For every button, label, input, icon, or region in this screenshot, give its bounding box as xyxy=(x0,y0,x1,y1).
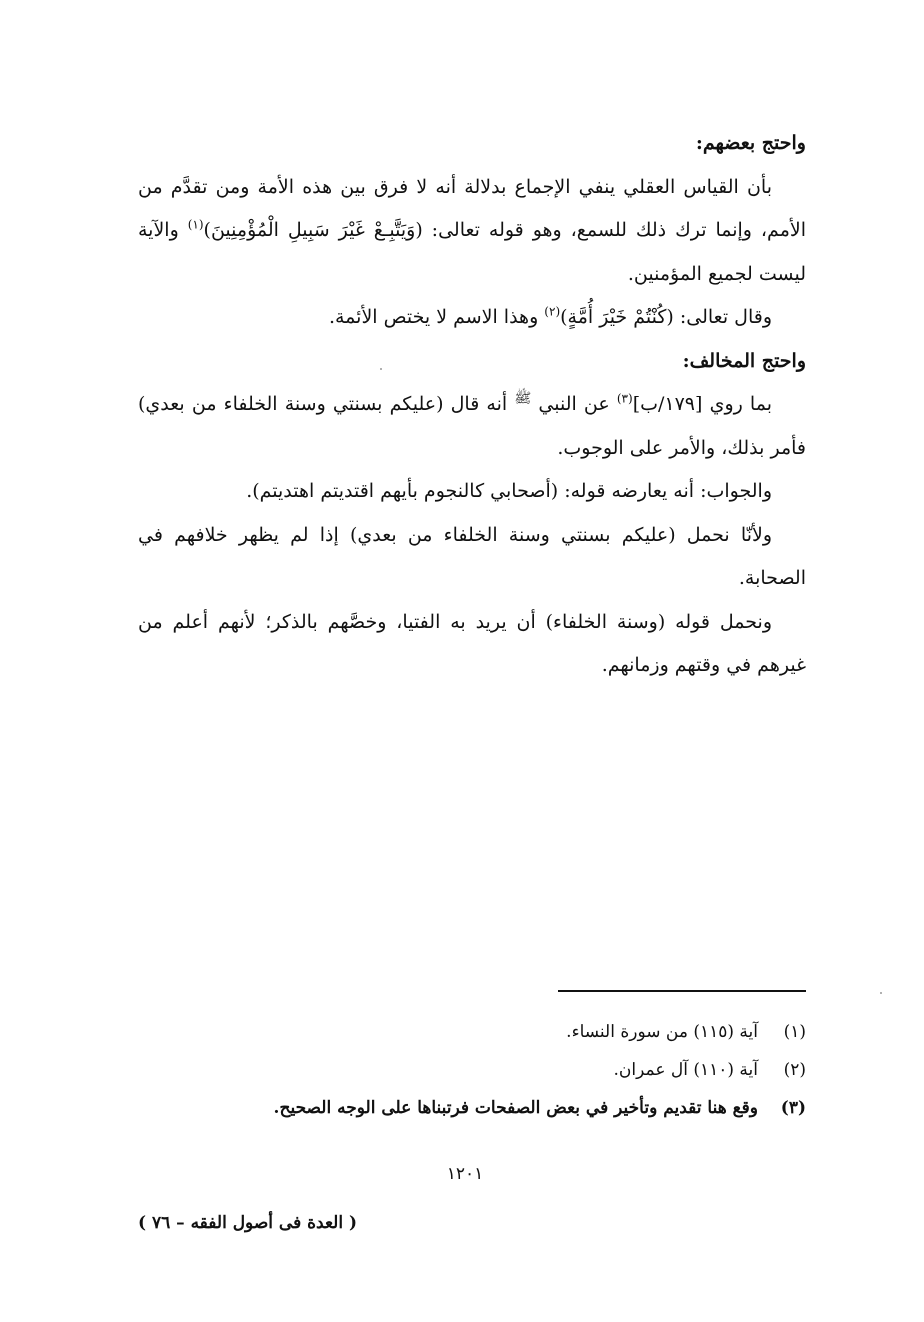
paragraph-4: والجواب: أنه يعارضه قوله: (أصحابي كالنجوم بأيهم اقتديتم اهتديتم). xyxy=(246,480,772,502)
footnote-2-number: (٢) xyxy=(783,1060,806,1080)
footnote-2 xyxy=(138,1051,806,1089)
scan-speck xyxy=(880,992,882,994)
paragraph-2-tail: وهذا الاسم لا يختص الأئمة. xyxy=(328,306,545,328)
paragraph-2 xyxy=(138,296,806,340)
honorific-glyph: ﷺ xyxy=(514,390,532,407)
paragraph-6: ونحمل قوله (وسنة الخلفاء) أن يريد به الفتيا، وخصَّهم بالذكر؛ لأنهم أعلم من غيرهم في وقتهم وزمانهم. xyxy=(138,610,806,676)
footnote-ref-3: (٣) xyxy=(616,391,633,406)
paragraph-3 xyxy=(138,383,806,470)
paragraph-3-tail: أنه قال (عليكم بسنتي وسنة الخلفاء من بعدي) فأمر بذلك، والأمر على الوجوب. xyxy=(138,393,806,459)
footnote-1-text: آية (١١٥) من سورة النساء. xyxy=(566,1022,758,1042)
paragraph-1-tail: والآية ليست لجميع المؤمنين. xyxy=(138,219,806,285)
heading-opponent-argued: واحتج المخالف: xyxy=(682,349,806,372)
paragraph-1-text: بأن القياس العقلي ينفي الإجماع بدلالة أنه لا فرق بين هذه الأمة ومن تقدَّم من الأمم، وإنما ترك ذلك للسمع، وهو قوله تعالى: (وَيَتَّبِـعْ غَيْرَ سَبِيلِ الْمُؤْمِنِينَ) xyxy=(138,175,806,241)
footnote-1-number: (١) xyxy=(783,1022,806,1042)
footnote-ref-2: (٢) xyxy=(544,304,561,319)
page-reference-number: ١٢٠١ xyxy=(446,1164,484,1184)
footnote-3-text: وقع هنا تقديم وتأخير في بعض الصفحات فرتبناها على الوجه الصحيح. xyxy=(273,1098,758,1118)
footnote-3-number: (٣) xyxy=(780,1098,806,1118)
paragraph-1 xyxy=(138,166,806,297)
scan-speck xyxy=(380,368,382,370)
paragraph-3-text: بما روي [١٧٩/ب] xyxy=(632,393,772,415)
footnote-1 xyxy=(138,1013,806,1051)
book-footer: ( العدة فى أصول الفقه – ٧٦ ) xyxy=(138,1213,358,1233)
paragraph-5: ولأنّا نحمل (عليكم بسنتي وسنة الخلفاء من بعدي) إذا لم يظهر خلافهم في الصحابة. xyxy=(138,523,806,589)
body-text xyxy=(138,122,806,688)
footnote-3 xyxy=(138,1089,806,1127)
footnote-2-text: آية (١١٠) آل عمران. xyxy=(613,1060,758,1080)
paragraph-3-mid: عن النبي xyxy=(531,393,617,415)
paragraph-2-text: وقال تعالى: (كُنْتُمْ خَيْرَ أُمَّةٍ) xyxy=(560,306,772,328)
heading-some-argued: واحتج بعضهم: xyxy=(695,132,806,154)
footnote-ref-1: (١) xyxy=(187,217,204,232)
footnote-separator xyxy=(558,990,806,992)
footnotes xyxy=(138,1013,806,1127)
